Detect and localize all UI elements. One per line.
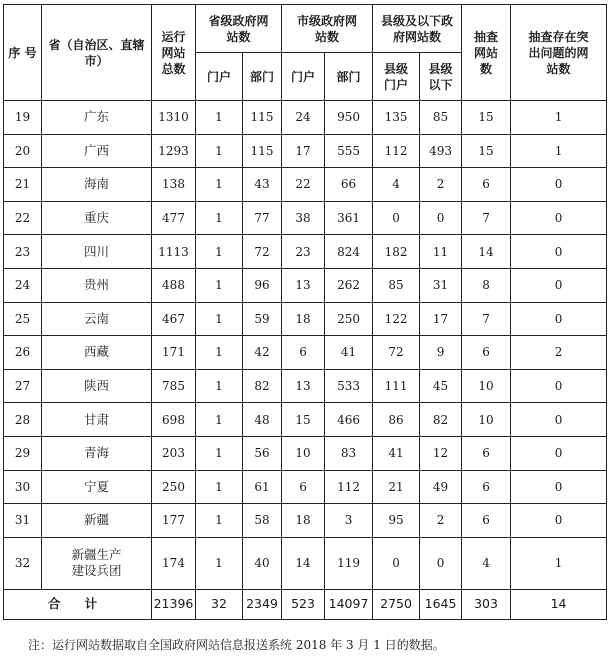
cell-issues: 0 [511,369,607,403]
cell-city-portal: 38 [282,201,325,235]
header-province: 省（自治区、直辖市） [42,5,152,101]
cell-prov-portal: 1 [196,268,243,302]
cell-prov-portal: 1 [196,537,243,589]
table-row [4,235,607,269]
cell-running-total: 477 [152,201,196,235]
cell-prov-dept: 58 [243,504,282,538]
cell-county-below: 0 [420,537,462,589]
cell-checked: 8 [462,268,511,302]
cell-prov-portal: 1 [196,302,243,336]
cell-running-total: 1113 [152,235,196,269]
cell-prov-dept: 82 [243,369,282,403]
totals-checked: 303 [462,589,511,619]
cell-prov-portal: 1 [196,134,243,168]
cell-prov-dept: 115 [243,101,282,135]
header-issues: 抽查存在突出问题的网站数 [511,5,607,101]
cell-checked: 15 [462,101,511,135]
cell-county-below: 31 [420,268,462,302]
cell-county-portal: 95 [373,504,420,538]
cell-prov-portal: 1 [196,101,243,135]
header-city-gov: 市级政府网站数 [282,5,373,53]
cell-prov-portal: 1 [196,436,243,470]
cell-checked: 7 [462,201,511,235]
cell-checked: 6 [462,470,511,504]
cell-county-below: 82 [420,403,462,437]
table-row [4,537,607,589]
cell-issues: 0 [511,436,607,470]
cell-issues: 0 [511,403,607,437]
cell-issues: 2 [511,336,607,370]
cell-prov-dept: 43 [243,168,282,202]
cell-city-dept: 533 [325,369,373,403]
header-prov-dept: 部门 [243,53,282,101]
table-row [4,470,607,504]
cell-province: 新疆 [42,504,152,538]
cell-county-below: 2 [420,504,462,538]
cell-county-below: 49 [420,470,462,504]
cell-city-portal: 13 [282,369,325,403]
cell-prov-dept: 48 [243,403,282,437]
cell-running-total: 488 [152,268,196,302]
header-city-dept: 部门 [325,53,373,101]
cell-prov-dept: 42 [243,336,282,370]
cell-prov-portal: 1 [196,403,243,437]
cell-city-portal: 14 [282,537,325,589]
cell-running-total: 203 [152,436,196,470]
cell-checked: 6 [462,336,511,370]
cell-seq: 29 [4,436,42,470]
cell-running-total: 1293 [152,134,196,168]
cell-province: 海南 [42,168,152,202]
cell-county-portal: 0 [373,537,420,589]
table-row [4,201,607,235]
header-checked: 抽查网站数 [462,5,511,101]
cell-city-dept: 250 [325,302,373,336]
cell-city-dept: 555 [325,134,373,168]
cell-province: 云南 [42,302,152,336]
cell-city-portal: 17 [282,134,325,168]
cell-issues: 0 [511,302,607,336]
cell-prov-portal: 1 [196,336,243,370]
header-city-portal: 门户 [282,53,325,101]
cell-city-dept: 112 [325,470,373,504]
cell-county-below: 2 [420,168,462,202]
cell-province: 广西 [42,134,152,168]
table-row [4,302,607,336]
totals-prov-portal: 32 [196,589,243,619]
cell-county-below: 17 [420,302,462,336]
cell-seq: 20 [4,134,42,168]
cell-county-portal: 111 [373,369,420,403]
cell-county-portal: 112 [373,134,420,168]
cell-checked: 6 [462,168,511,202]
cell-running-total: 467 [152,302,196,336]
cell-checked: 15 [462,134,511,168]
cell-prov-portal: 1 [196,168,243,202]
totals-label: 合 计 [4,589,152,619]
totals-row [4,589,607,619]
cell-county-portal: 86 [373,403,420,437]
cell-county-portal: 41 [373,436,420,470]
cell-seq: 21 [4,168,42,202]
cell-running-total: 1310 [152,101,196,135]
cell-city-dept: 41 [325,336,373,370]
cell-county-portal: 72 [373,336,420,370]
cell-prov-portal: 1 [196,470,243,504]
cell-prov-portal: 1 [196,504,243,538]
header-county-portal: 县级门户 [373,53,420,101]
cell-county-below: 0 [420,201,462,235]
cell-province: 西藏 [42,336,152,370]
table-row [4,101,607,135]
header-prov-portal: 门户 [196,53,243,101]
cell-issues: 1 [511,537,607,589]
cell-running-total: 171 [152,336,196,370]
cell-seq: 23 [4,235,42,269]
cell-prov-portal: 1 [196,235,243,269]
cell-checked: 7 [462,302,511,336]
cell-city-dept: 824 [325,235,373,269]
header-county-gov: 县级及以下政府网站数 [373,5,462,53]
cell-running-total: 698 [152,403,196,437]
cell-province: 重庆 [42,201,152,235]
website-statistics-table [3,4,607,620]
cell-county-portal: 135 [373,101,420,135]
totals-prov-dept: 2349 [243,589,282,619]
cell-province: 青海 [42,436,152,470]
cell-issues: 1 [511,134,607,168]
table-row [4,268,607,302]
cell-running-total: 174 [152,537,196,589]
cell-county-portal: 21 [373,470,420,504]
cell-issues: 0 [511,504,607,538]
cell-city-dept: 466 [325,403,373,437]
cell-checked: 14 [462,235,511,269]
cell-prov-dept: 61 [243,470,282,504]
totals-county-below: 1645 [420,589,462,619]
cell-city-portal: 13 [282,268,325,302]
cell-city-portal: 24 [282,101,325,135]
cell-issues: 0 [511,201,607,235]
cell-city-portal: 10 [282,436,325,470]
cell-seq: 22 [4,201,42,235]
cell-province: 新疆生产建设兵团 [42,537,152,589]
totals-issues: 14 [511,589,607,619]
cell-province: 陕西 [42,369,152,403]
cell-county-below: 85 [420,101,462,135]
cell-seq: 24 [4,268,42,302]
cell-county-below: 45 [420,369,462,403]
table-row [4,369,607,403]
cell-seq: 28 [4,403,42,437]
cell-seq: 25 [4,302,42,336]
cell-city-portal: 6 [282,336,325,370]
cell-province: 宁夏 [42,470,152,504]
cell-issues: 1 [511,101,607,135]
cell-issues: 0 [511,470,607,504]
totals-city-portal: 523 [282,589,325,619]
totals-county-portal: 2750 [373,589,420,619]
cell-prov-dept: 59 [243,302,282,336]
cell-city-dept: 950 [325,101,373,135]
cell-issues: 0 [511,235,607,269]
cell-county-below: 11 [420,235,462,269]
cell-county-portal: 85 [373,268,420,302]
cell-running-total: 250 [152,470,196,504]
cell-city-portal: 18 [282,504,325,538]
cell-checked: 4 [462,537,511,589]
cell-checked: 6 [462,504,511,538]
cell-city-portal: 15 [282,403,325,437]
cell-city-dept: 83 [325,436,373,470]
totals-city-dept: 14097 [325,589,373,619]
cell-county-below: 9 [420,336,462,370]
cell-city-dept: 66 [325,168,373,202]
cell-checked: 6 [462,436,511,470]
cell-prov-portal: 1 [196,369,243,403]
cell-province: 四川 [42,235,152,269]
cell-seq: 32 [4,537,42,589]
cell-city-portal: 23 [282,235,325,269]
cell-checked: 10 [462,369,511,403]
cell-seq: 27 [4,369,42,403]
cell-province: 贵州 [42,268,152,302]
cell-city-dept: 361 [325,201,373,235]
cell-city-portal: 6 [282,470,325,504]
table-row [4,336,607,370]
table-row [4,134,607,168]
cell-county-portal: 182 [373,235,420,269]
cell-city-portal: 22 [282,168,325,202]
cell-running-total: 177 [152,504,196,538]
cell-seq: 26 [4,336,42,370]
cell-city-dept: 119 [325,537,373,589]
table-row [4,168,607,202]
cell-city-dept: 262 [325,268,373,302]
cell-seq: 19 [4,101,42,135]
cell-county-portal: 122 [373,302,420,336]
cell-seq: 30 [4,470,42,504]
cell-county-below: 493 [420,134,462,168]
header-seq: 序 号 [4,5,42,101]
cell-prov-dept: 40 [243,537,282,589]
cell-prov-dept: 96 [243,268,282,302]
header-running-total: 运行网站总数 [152,5,196,101]
cell-prov-portal: 1 [196,201,243,235]
cell-city-portal: 18 [282,302,325,336]
cell-county-portal: 0 [373,201,420,235]
cell-running-total: 138 [152,168,196,202]
cell-issues: 0 [511,168,607,202]
cell-province: 广东 [42,101,152,135]
cell-running-total: 785 [152,369,196,403]
cell-checked: 10 [462,403,511,437]
cell-prov-dept: 115 [243,134,282,168]
cell-county-portal: 4 [373,168,420,202]
cell-prov-dept: 72 [243,235,282,269]
totals-running-total: 21396 [152,589,196,619]
cell-prov-dept: 56 [243,436,282,470]
cell-city-dept: 3 [325,504,373,538]
cell-province: 甘肃 [42,403,152,437]
table-row [4,403,607,437]
cell-seq: 31 [4,504,42,538]
cell-county-below: 12 [420,436,462,470]
header-county-below: 县级以下 [420,53,462,101]
footnote: 注：运行网站数据取自全国政府网站信息报送系统 2018 年 3 月 1 日的数据。 [28,638,445,652]
table-row [4,504,607,538]
cell-issues: 0 [511,268,607,302]
cell-prov-dept: 77 [243,201,282,235]
header-prov-gov: 省级政府网站数 [196,5,282,53]
table-row [4,436,607,470]
